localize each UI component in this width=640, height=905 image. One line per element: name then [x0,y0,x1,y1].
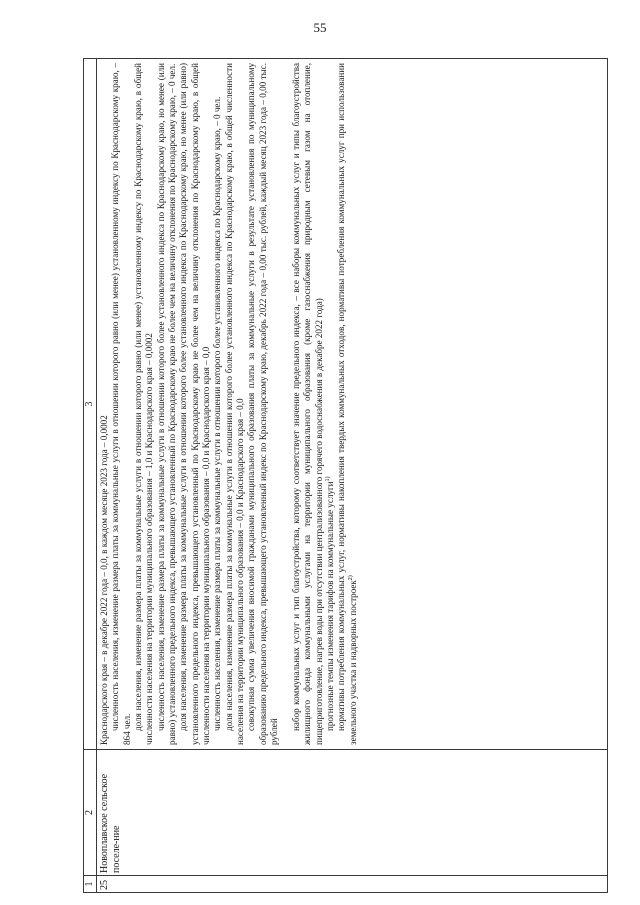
rotated-table-frame [83,58,608,893]
col-divider-2 [83,749,608,750]
indicator-paragraph: доля населения, изменение размера платы за коммунальные услуги в отношении которого более установленного индекса по Краснодарскому краю, в общей численности населения на территории муниципального образования – 0,0 и Краснодарского края – 0,0 [223,63,246,745]
index-indicators-block [99,63,281,745]
footnote-mark-2: 2) [347,575,354,581]
municipal-index-table [83,58,608,893]
indicator-paragraph: доля населения, изменение размера платы за коммунальные услуги в отношении которого более установленного индекса по Краснодарскому краю, но менее (или равно) установленного предельного индекса, превышающего установленный по Краснодарскому краю не более чем на величину отклонения по Краснодарскому краю, в общей численности населения на территории муниципального образования – 0,0 и Краснодарского края – 0,0 [178,63,212,745]
table-border-right [83,58,608,59]
municipality-name: Новоплавское сельское поселе-ние [99,773,122,873]
basis-paragraph: прогнозные темпы изменения тарифов на коммунальные услуги$^{1)}$ [325,476,336,731]
table-border-bottom [607,58,608,893]
row-number: 25 [99,880,110,890]
indicator-paragraph: доля населения, изменение размера платы за коммунальные услуги в отношении которого равно (или менее) установленному индексу по Краснодарскому краю, в общей численности населения на территории муниципального образования – 1,0 и Краснодарского края – 0,0002 [133,63,155,745]
col-divider-1 [83,875,608,876]
index-basis-block [291,63,359,745]
indicator-paragraph: численность населения, изменение размера платы за коммунальные услуги в отношении которого более установленного индекса по Краснодарскому краю, но менее (или равно) установленного предельного индекса, превышающего установленный по Краснодарскому краю не более чем на величину отклонения по Краснодарскому краю, – 0 чел. [155,63,178,745]
table-border-left [83,892,608,893]
page-number: 55 [313,20,327,35]
header-col-3: 3 [84,401,95,407]
header-col-1: 1 [84,881,95,887]
indicator-paragraph: численность населения, изменение размера платы за коммунальные услуги в отношении которого более установленного индекса по Краснодарскому краю, – 0 чел. [212,96,223,731]
indicator-paragraph: совокупная сумма увеличения вносимой гражданами муниципального образования платы за коммунальные услуги в результате установления по муниципальному образованию предельного индекса, превышающего установленный индекс по Краснодарскому краю, декабрь 2022 года – 0,00 тыс. рублей, каждый месяц 2023 года – 0,00 тыс. рублей [246,63,280,745]
indicator-paragraph: численность населения, изменение размера платы за коммунальные услуги в отношении которого равно (или менее) установленному индексу по Краснодарскому краю, – 864 чел. [110,63,132,745]
header-row-divider [96,58,97,893]
basis-paragraph: набор коммунальных услуг и тип благоустройства, которому соответствует значение предельного индекса, – все наборы коммунальных услуг и типы благоустройства жилищного фонда коммунальными услугами на территории муниципального образования (кроме газоснабжения природным сетевым газом на отопление, пищеприготовление, нагрев воды при отсутствии централизованного горячего водоснабжения в декабре 2022 года) [291,63,324,745]
footnote-mark-1: 1) [325,476,331,482]
header-col-2: 2 [84,810,95,815]
indicator-paragraph: Краснодарского края – в декабре 2022 года – 0,0, в каждом месяце 2023 года – 0,0002 [99,415,109,745]
basis-paragraph: нормативы потребления коммунальных услуг, нормативы накопления твердых коммунальных отходов, нормативы потребления коммунальных услуг при использовании земельного участка и надворных построек$^{2)}$ [336,63,358,745]
